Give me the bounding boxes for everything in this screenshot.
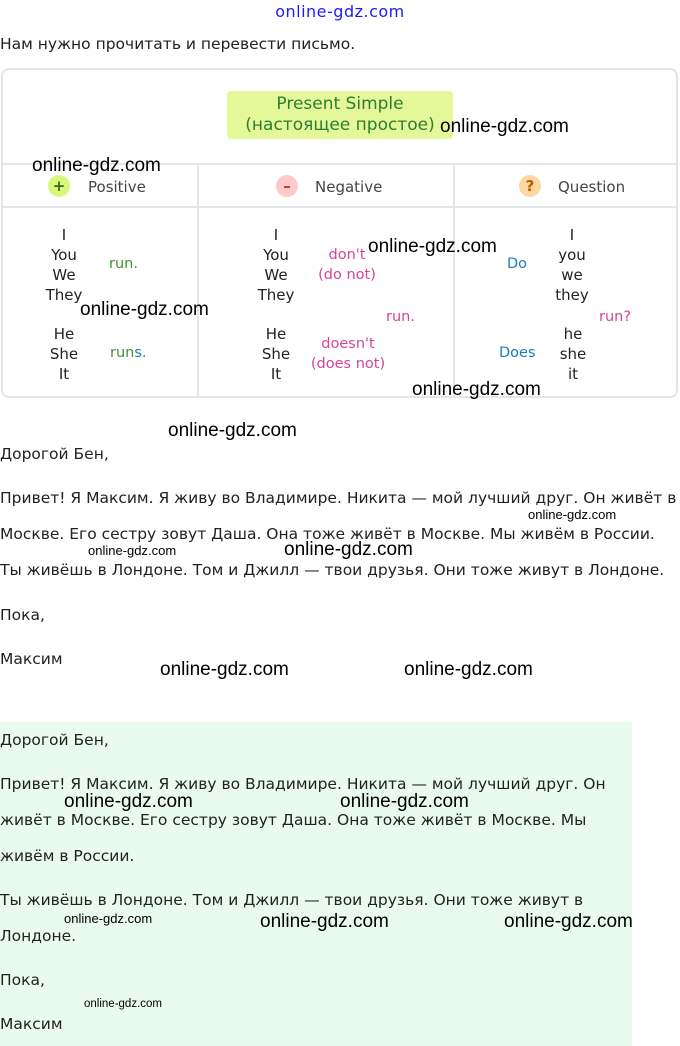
watermark: online-gdz.com bbox=[440, 116, 569, 137]
answer-paragraph-1: Привет! Я Максим. Я живу во Владимире. Никита — мой лучший друг. Он живёт в Москве. Его сестру зовут Даша. Она тоже живёт в Москве. Мы живём в России. bbox=[0, 775, 606, 865]
plus-icon: + bbox=[48, 175, 70, 197]
pronoun: I bbox=[569, 226, 575, 244]
pronoun: You bbox=[263, 246, 289, 264]
pronoun: We bbox=[52, 266, 76, 284]
pronoun: I bbox=[273, 226, 279, 244]
pronoun: He bbox=[53, 325, 75, 343]
letter-paragraph-2: Ты живёшь в Лондоне. Том и Джилл — твои друзья. Они тоже живут в Лондоне. bbox=[0, 561, 665, 579]
site-header-watermark: online-gdz.com bbox=[275, 2, 405, 21]
table-divider bbox=[2, 206, 677, 208]
pronoun: we bbox=[561, 266, 583, 284]
column-divider bbox=[453, 163, 455, 397]
positive-pronouns-group2 bbox=[40, 324, 88, 384]
answer-signature: Максим bbox=[0, 1015, 63, 1033]
watermark: online-gdz.com bbox=[64, 791, 193, 812]
pronoun: she bbox=[559, 345, 587, 363]
pronoun: You bbox=[51, 246, 77, 264]
column-header-positive: Positive bbox=[88, 178, 146, 196]
watermark: online-gdz.com bbox=[64, 911, 153, 926]
column-header-question: Question bbox=[558, 178, 626, 196]
letter-paragraph-1: Привет! Я Максим. Я живу во Владимире. Никита — мой лучший друг. Он живёт в Москве. Его сестру зовут Даша. Она тоже живёт в Москве. Мы живём в России. bbox=[0, 489, 677, 543]
pronoun: They bbox=[257, 286, 295, 304]
minus-icon: – bbox=[276, 175, 298, 197]
pronoun: they bbox=[555, 286, 589, 304]
column-divider bbox=[197, 163, 199, 397]
column-header-negative: Negative bbox=[315, 178, 383, 196]
watermark: online-gdz.com bbox=[412, 379, 541, 400]
pronoun: He bbox=[265, 325, 287, 343]
watermark: online-gdz.com bbox=[80, 299, 209, 320]
aux-short: doesn't bbox=[321, 336, 375, 352]
watermark: online-gdz.com bbox=[404, 659, 533, 680]
question-icon: ? bbox=[519, 175, 541, 197]
watermark: online-gdz.com bbox=[84, 998, 162, 1010]
verb-base: run bbox=[110, 345, 135, 361]
pronoun: I bbox=[61, 226, 67, 244]
aux-full: (do not) bbox=[318, 267, 376, 283]
positive-verb-group1: run. bbox=[109, 256, 138, 272]
letter-signature: Максим bbox=[0, 650, 63, 668]
positive-verb-group2 bbox=[110, 345, 147, 361]
watermark: online-gdz.com bbox=[260, 911, 389, 932]
letter-greeting: Дорогой Бен, bbox=[0, 445, 109, 463]
question-aux-group1: Do bbox=[507, 256, 528, 272]
watermark: online-gdz.com bbox=[340, 791, 469, 812]
pronoun: They bbox=[45, 286, 83, 304]
pronoun: She bbox=[261, 345, 291, 363]
letter-closing: Пока, bbox=[0, 606, 45, 624]
negative-pronouns-group2 bbox=[252, 324, 300, 384]
verb-ending: s. bbox=[134, 345, 147, 361]
intro-text: Нам нужно прочитать и перевести письмо. bbox=[0, 35, 356, 53]
question-pronouns-group2 bbox=[549, 324, 597, 384]
question-pronouns-group1 bbox=[548, 225, 596, 305]
pronoun: It bbox=[58, 365, 70, 383]
pronoun: We bbox=[264, 266, 288, 284]
pronoun: it bbox=[567, 365, 579, 383]
pronoun: you bbox=[558, 246, 586, 264]
pronoun: It bbox=[270, 365, 282, 383]
grammar-title-line2: (настоящее простое) bbox=[245, 115, 435, 135]
watermark: online-gdz.com bbox=[284, 539, 413, 560]
answer-letter bbox=[0, 722, 625, 1042]
aux-full: (does not) bbox=[310, 356, 386, 372]
grammar-title-line1: Present Simple bbox=[276, 94, 404, 114]
aux-short: don't bbox=[328, 247, 366, 263]
negative-aux-group2 bbox=[306, 334, 390, 374]
positive-pronouns-group1 bbox=[40, 225, 88, 305]
pronoun: She bbox=[49, 345, 79, 363]
watermark: online-gdz.com bbox=[160, 659, 289, 680]
answer-paragraph-2: Ты живёшь в Лондоне. Том и Джилл — твои друзья. Они тоже живут в Лондоне. bbox=[0, 891, 584, 945]
answer-greeting: Дорогой Бен, bbox=[0, 731, 109, 749]
answer-closing: Пока, bbox=[0, 971, 45, 989]
negative-pronouns-group1 bbox=[252, 225, 300, 305]
watermark: online-gdz.com bbox=[88, 543, 177, 558]
question-aux-group2: Does bbox=[499, 345, 536, 361]
watermark: online-gdz.com bbox=[168, 420, 297, 441]
watermark: online-gdz.com bbox=[528, 507, 617, 522]
negative-verb: run. bbox=[386, 309, 415, 325]
pronoun: he bbox=[563, 325, 583, 343]
watermark: online-gdz.com bbox=[32, 155, 161, 176]
watermark: online-gdz.com bbox=[504, 911, 633, 932]
grammar-title bbox=[227, 91, 453, 139]
watermark: online-gdz.com bbox=[368, 236, 497, 257]
question-verb: run? bbox=[599, 309, 632, 325]
